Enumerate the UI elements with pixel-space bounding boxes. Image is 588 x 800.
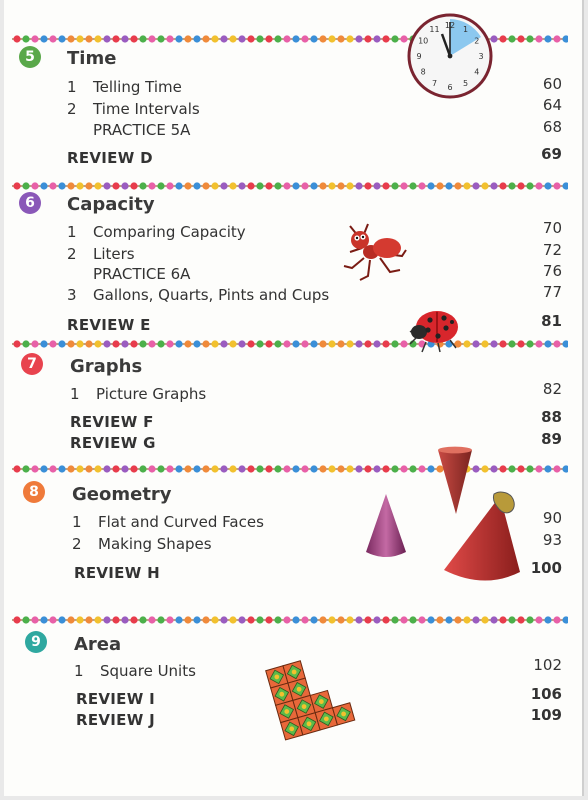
toc-entry[interactable]: 1 Picture Graphs (70, 385, 207, 403)
clock-number: 4 (474, 67, 480, 77)
clock-number: 6 (447, 83, 453, 92)
page-number: 102 (533, 656, 562, 674)
review-entry[interactable]: REVIEW E (67, 316, 151, 334)
page-number: 69 (541, 145, 562, 163)
toc-entry[interactable]: 1 Flat and Curved Faces (72, 513, 264, 531)
toc-entry[interactable]: 2 Making Shapes (72, 535, 212, 553)
toc-entry[interactable]: 3 Gallons, Quarts, Pints and Cups (67, 286, 330, 304)
clock-number: 11 (429, 25, 440, 35)
section-number-badge: 5 (19, 46, 41, 68)
toc-entry[interactable]: PRACTICE 6A (93, 265, 191, 283)
section-title: Graphs (70, 356, 143, 377)
toc-entry[interactable]: 1 Comparing Capacity (67, 223, 246, 241)
page-number: 93 (542, 531, 562, 549)
page-number: 82 (542, 380, 562, 398)
bead-border (12, 338, 568, 350)
page-number: 106 (530, 685, 562, 703)
toc-entry[interactable]: 1 Telling Time (67, 78, 182, 96)
page-number: 81 (541, 312, 562, 330)
toc-entry[interactable]: PRACTICE 5A (93, 121, 191, 139)
section-title: Geometry (72, 484, 172, 505)
page-number: 70 (542, 219, 562, 237)
cone-shape-icon (364, 492, 408, 562)
clock-number: 8 (420, 67, 426, 77)
section-number-badge: 7 (21, 353, 43, 375)
section-number-badge: 9 (25, 631, 47, 653)
clock-number: 5 (462, 78, 469, 88)
section-title: Area (74, 634, 122, 655)
review-entry[interactable]: REVIEW D (67, 149, 153, 167)
review-entry[interactable]: REVIEW H (74, 564, 160, 582)
ladybug-icon (408, 306, 466, 354)
bead-border (12, 614, 568, 626)
section-title: Time (67, 48, 117, 69)
clock-number: 3 (478, 52, 484, 61)
party-hat-icon (442, 490, 524, 590)
page-number: 90 (542, 509, 562, 527)
page-number: 89 (541, 430, 562, 448)
page-number: 68 (542, 118, 562, 136)
page-number: 77 (542, 283, 562, 301)
clock-number: 12 (444, 21, 456, 30)
review-entry[interactable]: REVIEW I (76, 690, 155, 708)
clock-number: 10 (418, 36, 429, 46)
page-number: 72 (542, 241, 562, 259)
bead-border (12, 180, 568, 192)
review-entry[interactable]: REVIEW F (70, 413, 154, 431)
clock-number: 9 (416, 52, 422, 61)
toc-entry[interactable]: 2 Liters (67, 245, 135, 263)
table-of-contents-page (4, 0, 584, 796)
page-number: 64 (542, 96, 562, 114)
bead-border (12, 463, 568, 475)
page-number: 60 (542, 75, 562, 93)
clock-number: 2 (474, 36, 480, 46)
section-title: Capacity (67, 194, 155, 215)
review-entry[interactable]: REVIEW J (76, 711, 155, 729)
page-number: 100 (530, 559, 562, 577)
section-number-badge: 6 (19, 192, 41, 214)
clock-icon (406, 12, 494, 100)
page-number: 88 (541, 408, 562, 426)
section-number-badge: 8 (23, 481, 45, 503)
toc-entry[interactable]: 1 Square Units (74, 662, 196, 680)
square-units-grid-icon (262, 646, 356, 758)
toc-entry[interactable]: 2 Time Intervals (67, 100, 200, 118)
clock-number: 1 (462, 25, 469, 35)
review-entry[interactable]: REVIEW G (70, 434, 156, 452)
page-number: 109 (530, 706, 562, 724)
clock-number: 7 (431, 78, 438, 88)
ant-icon (340, 222, 410, 284)
page-number: 76 (542, 262, 562, 280)
